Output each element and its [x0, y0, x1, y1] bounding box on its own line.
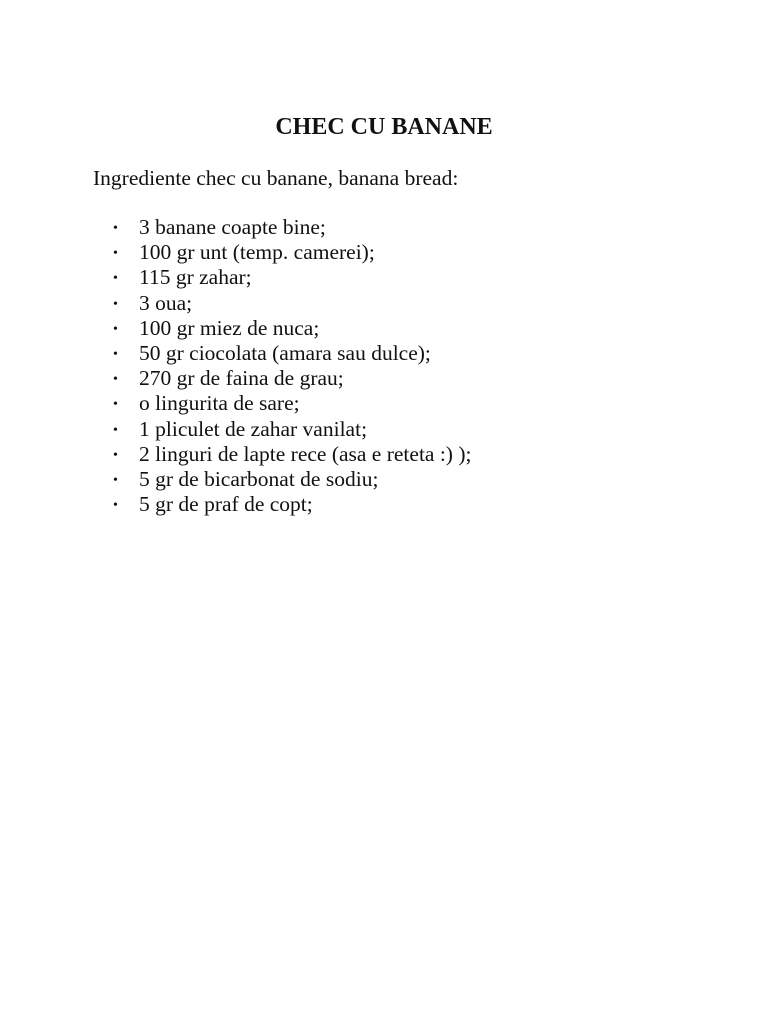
list-item [93, 215, 471, 240]
ingredient-text: 100 gr unt (temp. camerei); [139, 240, 375, 265]
list-item [93, 265, 471, 290]
ingredient-text: 5 gr de praf de copt; [139, 492, 313, 517]
ingredient-text: o lingurita de sare; [139, 391, 300, 416]
list-item [93, 492, 471, 517]
bullet-icon: • [113, 447, 118, 463]
ingredient-text: 270 gr de faina de grau; [139, 366, 344, 391]
ingredients-list [93, 215, 471, 517]
list-item [93, 467, 471, 492]
ingredient-text: 115 gr zahar; [139, 265, 252, 290]
bullet-icon: • [113, 472, 118, 488]
list-item [93, 442, 471, 467]
bullet-icon: • [113, 246, 118, 262]
list-item [93, 341, 471, 366]
ingredient-text: 100 gr miez de nuca; [139, 315, 320, 340]
list-item [93, 366, 471, 391]
ingredient-text: 5 gr de bicarbonat de sodiu; [139, 466, 379, 491]
list-item [93, 291, 471, 316]
ingredient-text: 50 gr ciocolata (amara sau dulce); [139, 340, 431, 365]
ingredient-text: 1 pliculet de zahar vanilat; [139, 416, 368, 441]
bullet-icon: • [113, 321, 118, 337]
ingredient-text: 3 banane coapte bine; [139, 215, 326, 239]
bullet-icon: • [113, 422, 118, 438]
ingredients-intro: Ingrediente chec cu banane, banana bread: [93, 166, 459, 190]
list-item [93, 316, 471, 341]
bullet-icon: • [113, 372, 118, 388]
bullet-icon: • [113, 296, 118, 312]
bullet-icon: • [113, 397, 118, 413]
ingredient-text: 3 oua; [139, 290, 193, 315]
bullet-icon: • [113, 271, 118, 287]
list-item [93, 417, 471, 442]
list-item [93, 240, 471, 265]
page-title: CHEC CU BANANE [275, 114, 493, 140]
bullet-icon: • [113, 498, 118, 514]
bullet-icon: • [113, 346, 118, 362]
bullet-icon: • [113, 221, 118, 236]
ingredient-text: 2 linguri de lapte rece (asa e reteta :) ); [139, 441, 472, 466]
list-item [93, 391, 471, 416]
